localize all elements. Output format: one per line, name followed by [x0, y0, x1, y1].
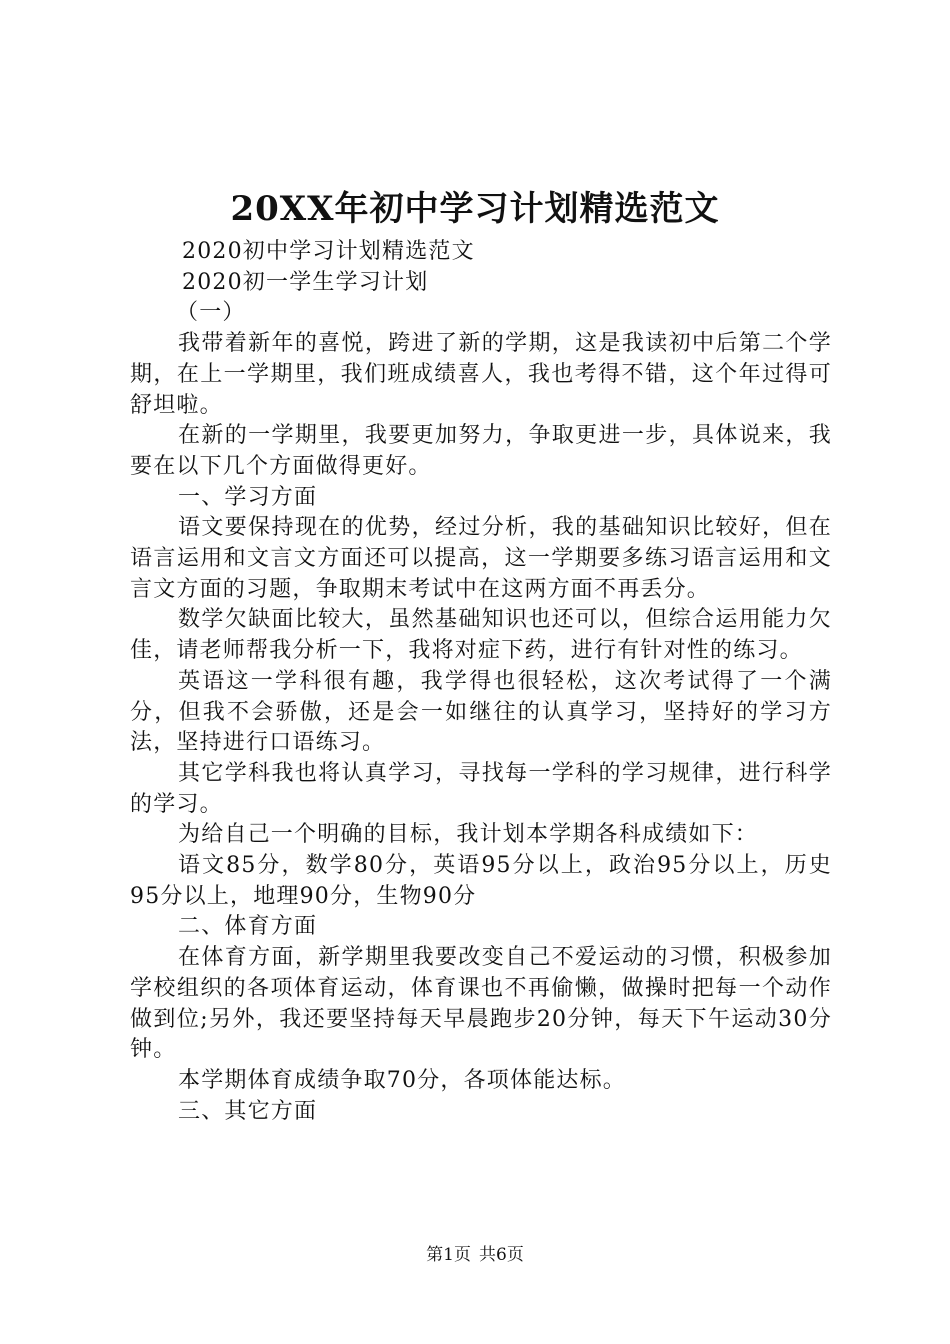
- document-body: [130, 237, 832, 1127]
- paragraph: 在体育方面，新学期里我要改变自己不爱运动的习惯，积极参加学校组织的各项体育运动，体育课也不再偷懒，做操时把每一个动作做到位;另外，我还要坚持每天早晨跑步20分钟，每天下午运动30分钟。: [130, 945, 832, 1063]
- paragraph: 为给自己一个明确的目标，我计划本学期各科成绩如下：: [178, 822, 759, 848]
- section-heading: 二、体育方面: [178, 914, 318, 940]
- paragraph: 本学期体育成绩争取70分，各项体能达标。: [178, 1067, 626, 1093]
- paragraph: 语文要保持现在的优势，经过分析，我的基础知识比较好，但在语言运用和文言文方面还可以提高，这一学期要多练习语言运用和文言文方面的习题，争取期末考试中在这两方面不再丢分。: [130, 515, 832, 602]
- paragraph: 语文85分，数学80分，英语95分以上，政治95分以上，历史95分以上，地理90分，生物90分: [130, 853, 832, 909]
- paragraph: 我带着新年的喜悦，跨进了新的学期，这是我读初中后第二个学期，在上一学期里，我们班成绩喜人，我也考得不错，这个年过得可舒坦啦。: [130, 331, 832, 418]
- page-number-total: 共6页: [479, 1245, 524, 1265]
- paragraph: 在新的一学期里，我要更加努力，争取更进一步，具体说来，我要在以下几个方面做得更好。: [130, 423, 832, 479]
- page-number-current: 第1页: [426, 1245, 471, 1265]
- document-title: 20XX年初中学习计划精选范文: [230, 189, 720, 229]
- subtitle-line: 2020初一学生学习计划: [182, 269, 429, 295]
- paragraph: 数学欠缺面比较大，虽然基础知识也还可以，但综合运用能力欠佳，请老师帮我分析一下，我将对症下药，进行有针对性的练习。: [130, 607, 832, 664]
- section-heading: 一、学习方面: [178, 484, 318, 510]
- section-marker: （一）: [176, 300, 246, 326]
- subtitle-line: 2020初中学习计划精选范文: [182, 239, 475, 264]
- section-heading: 三、其它方面: [178, 1098, 318, 1124]
- paragraph: 其它学科我也将认真学习，寻找每一学科的学习规律，进行科学的学习。: [130, 760, 832, 817]
- paragraph: 英语这一学科很有趣，我学得也很轻松，这次考试得了一个满分，但我不会骄傲，还是会一如继往的认真学习，坚持好的学习方法，坚持进行口语练习。: [130, 668, 832, 756]
- page-footer: [0, 1244, 950, 1266]
